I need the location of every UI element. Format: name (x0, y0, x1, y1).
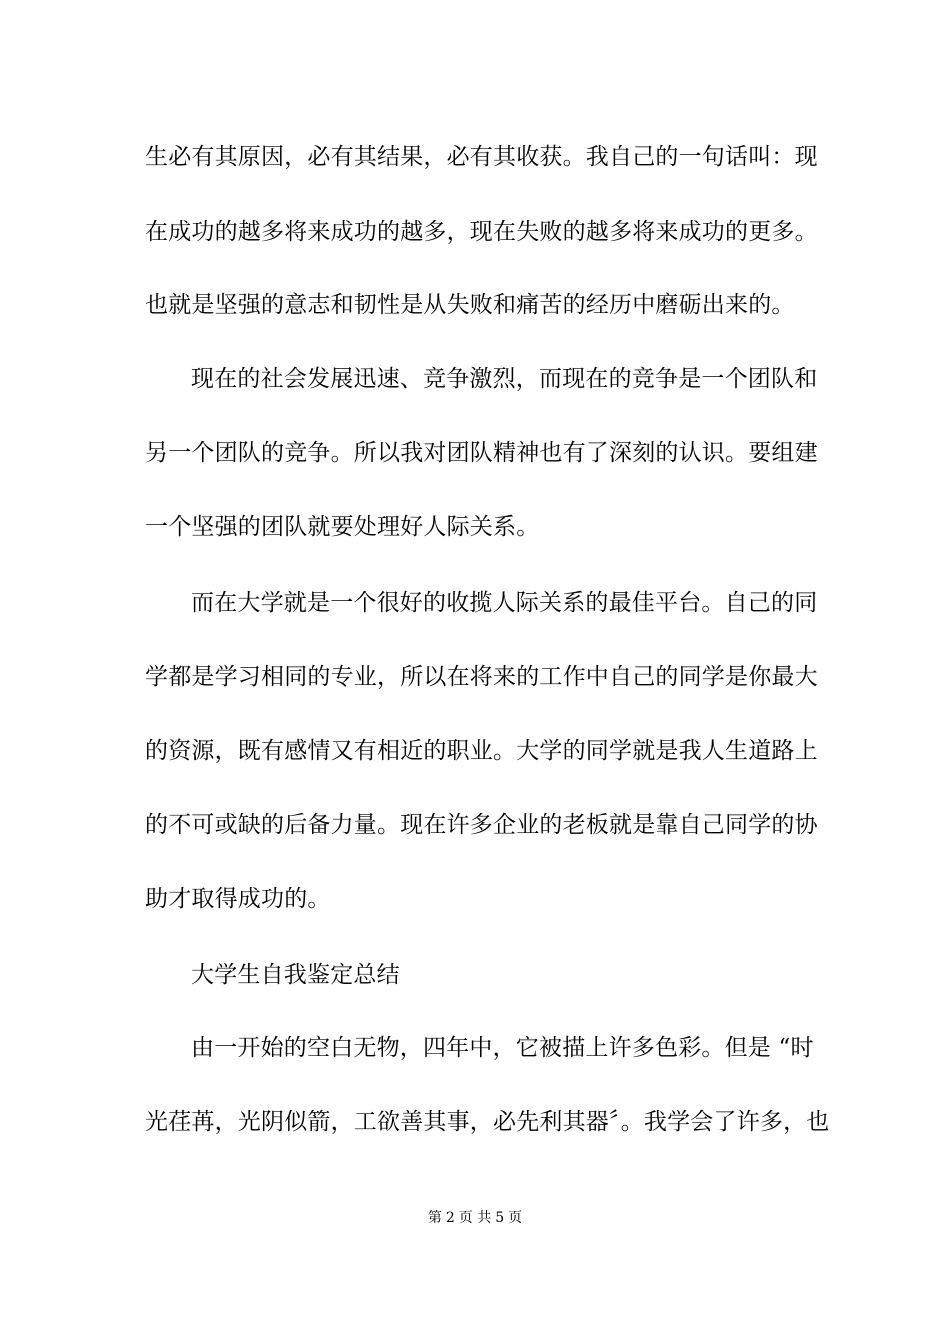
paragraph-start-line-4: 现在的社会发展迅速、竞争激烈，而现在的竞争是一个团队和 (191, 366, 818, 392)
text-line-9: 的资源，既有感情又有相近的职业。大学的同学就是我人生道路上 (145, 738, 818, 764)
text-line-6: 一个坚强的团队就要处理好人际关系。 (145, 514, 540, 540)
text-line-5: 另一个团队的竞争。所以我对团队精神也有了深刻的认识。要组建 (145, 440, 818, 466)
paragraph-start-line-13: 由一开始的空白无物，四年中，它被描上许多色彩。但是 “时 (191, 1035, 814, 1061)
text-line-14: 光荏苒，光阴似箭，工欲善其事，必先利其器〞。我学会了许多，也 (145, 1109, 830, 1135)
text-line-1: 生必有其原因，必有其结果，必有其收获。我自己的一句话叫：现 (145, 144, 818, 170)
page-footer (0, 1208, 950, 1228)
text-line-2: 在成功的越多将来成功的越多，现在失败的越多将来成功的更多。 (145, 219, 818, 245)
footer-suffix: 页 (508, 1210, 523, 1226)
footer-page-number: 2 (445, 1210, 455, 1226)
text-line-11: 助才取得成功的。 (145, 886, 331, 912)
footer-prefix: 第 (427, 1210, 442, 1226)
text-line-3: 也就是坚强的意志和韧性是从失败和痛苦的经历中磨砺出来的。 (145, 292, 795, 318)
section-heading: 大学生自我鉴定总结 (191, 962, 400, 988)
paragraph-start-line-7: 而在大学就是一个很好的收揽人际关系的最佳平台。自己的同 (191, 590, 818, 616)
footer-middle: 页 共 (458, 1210, 492, 1226)
text-line-10: 的不可或缺的后备力量。现在许多企业的老板就是靠自己同学的协 (145, 812, 818, 838)
text-line-8: 学都是学习相同的专业，所以在将来的工作中自己的同学是你最大 (145, 664, 818, 690)
footer-total-pages: 5 (495, 1210, 505, 1226)
